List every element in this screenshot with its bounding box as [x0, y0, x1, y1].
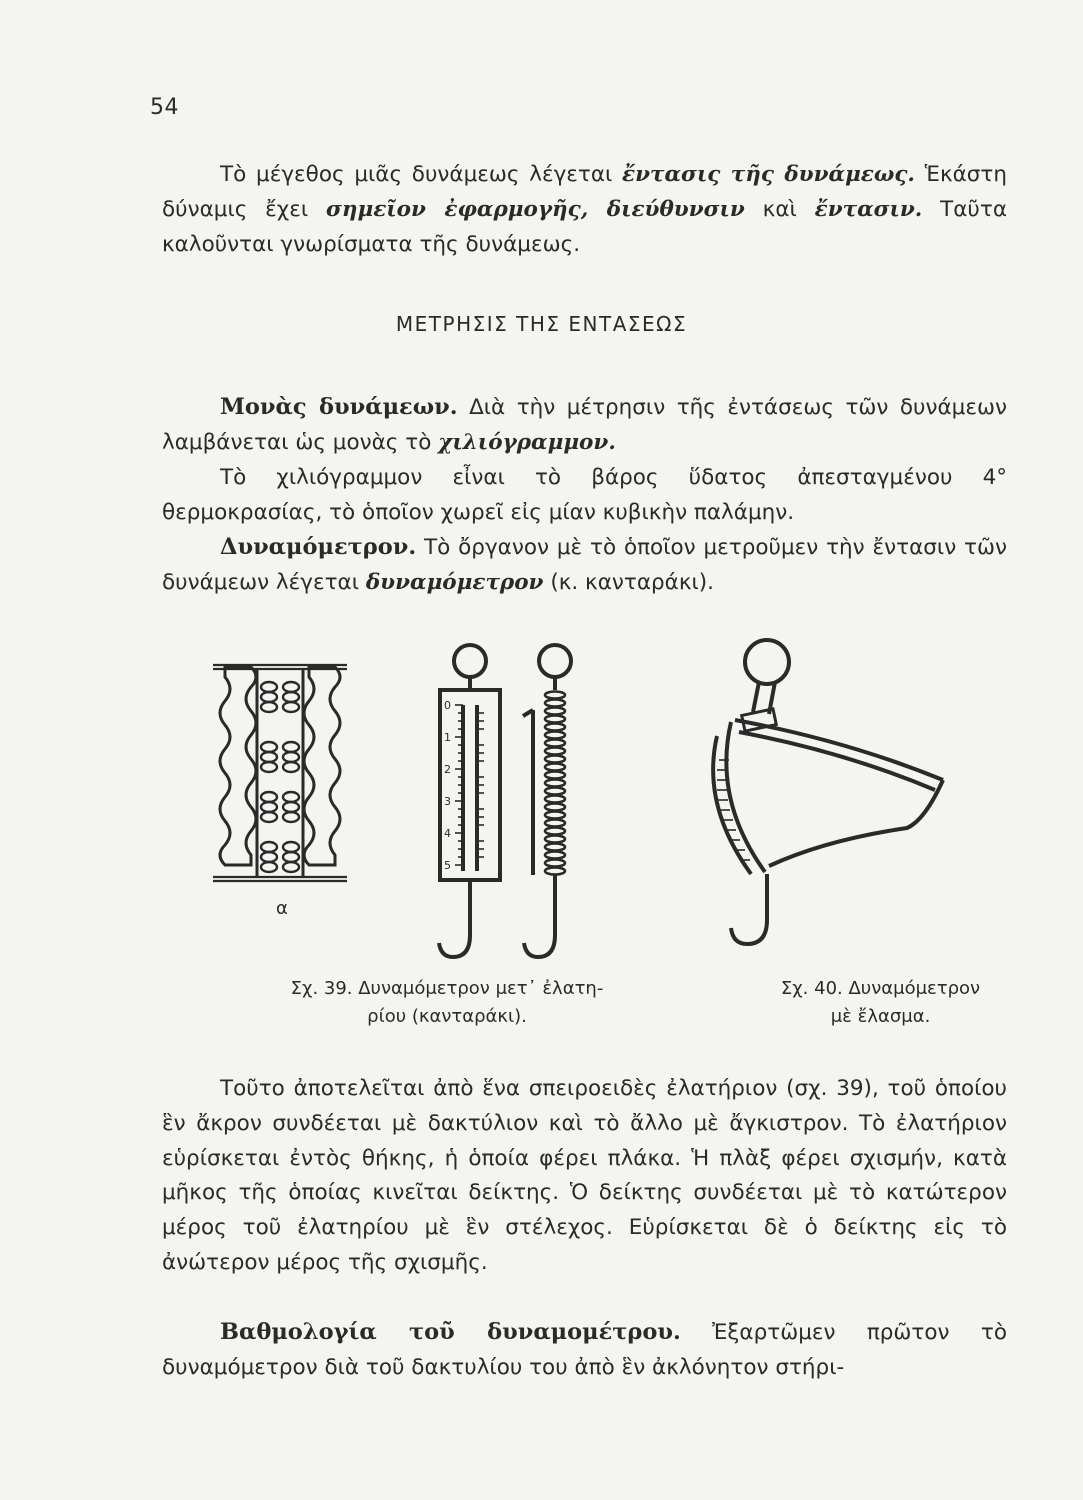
scale-tick-3: 3 [444, 795, 451, 808]
paragraph-kilogram-definition: Τὸ χιλιόγραμμον εἶναι τὸ βάρος ὕδατος ἀπεσταγμένου 4° θερμοκρασίας, τὸ ὁποῖον χωρεῖ εἰς μίαν κυβικὴν παλάμην. [162, 465, 1007, 525]
scale-tick-4: 4 [444, 827, 451, 840]
paragraph-unit-of-force: Μονὰς δυνάμεων. Διὰ τὴν μέτρησιν τῆς ἐντάσεως τῶν δυνάμεων λαμβάνεται ὡς μονὰς τὸ χιλιόγραμμον. [162, 394, 1007, 455]
paragraph-dynamometer: Δυναμόμετρον. Τὸ ὄργανον μὲ τὸ ὁποῖον μετροῦμεν τὴν ἔντασιν τῶν δυνάμεων λέγεται δυναμόμετρον (κ. κανταράκι). [162, 534, 1007, 595]
term-point-direction: σημεῖον ἐφαρμογῆς, διεύθυνσιν [325, 197, 745, 222]
figure-leaf-spring-dynamometer [695, 630, 955, 970]
scale-tick-5: 5 [444, 859, 451, 872]
paragraph-calibration: Βαθμολογία τοῦ δυναμομέτρου. Ἐξαρτῶμεν πρῶτον τὸ δυναμόμετρον διὰ τοῦ δακτυλίου του ἀπὸ ἓν ἀκλόνητον στήρι- [162, 1319, 1007, 1380]
caption-figure-40: Σχ. 40. Δυναμόμετρον μὲ ἔλασμα. [780, 978, 981, 1027]
page-number: 54 [150, 95, 179, 120]
heading-calibration: Βαθμολογία τοῦ δυναμομέτρου. [220, 1319, 681, 1345]
heading-unit: Μονὰς δυνάμεων. [220, 394, 458, 420]
caption-figure-39: Σχ. 39. Δυναμόμετρον μετ᾽ ἐλατη- ρίου (κανταράκι). [290, 978, 604, 1027]
heading-dynamometer: Δυναμόμετρον. [220, 534, 417, 560]
paragraph-force-magnitude: Τὸ μέγεθος μιᾶς δυνάμεως λέγεται ἔντασις τῆς δυνάμεως. Ἑκάστη δύναμις ἔχει σημεῖον ἐφαρμογῆς, διεύθυνσιν καὶ ἔντασιν. Ταῦτα καλοῦνται γνωρίσματα τῆς δυνάμεως. [162, 162, 1007, 257]
scale-tick-0: 0 [444, 699, 451, 712]
figure-label-alpha: α [276, 898, 288, 919]
scale-tick-1: 1 [444, 731, 451, 744]
term-kilogram: χιλιόγραμμον. [438, 430, 616, 455]
term-dynamometer: δυναμόμετρον [365, 570, 544, 595]
scale-tick-2: 2 [444, 763, 451, 776]
section-title: ΜΕΤΡΗΣΙΣ ΤΗΣ ΕΝΤΑΣΕΩΣ [395, 312, 688, 336]
figure-spring-open [515, 635, 600, 965]
term-intensity-2: ἔντασιν. [814, 197, 923, 222]
figure-spring-balance-cased [420, 635, 520, 965]
paragraph-description: Τοῦτο ἀποτελεῖται ἀπὸ ἕνα σπειροειδὲς ἐλατήριον (σχ. 39), τοῦ ὁποίου ἓν ἄκρον συνδέεται μὲ δακτύλιον καὶ τὸ ἄλλο μὲ ἄγκιστρον. Τὸ ἐλατήριον εὑρίσκεται ἐντὸς θήκης, ἡ ὁποία φέρει πλάκα. Ἡ πλὰξ φέρει σχισμήν, κατὰ μῆκος τῆς ὁποίας κινεῖται δείκτης. Ὁ δείκτης συνδέεται μὲ τὸ κατώτερον μέρος τοῦ ἐλατηρίου μὲ ἓν στέλεχος. Εὑρίσκεται δὲ ὁ δείκτης εἰς τὸ ἀνώτερον μέρος τῆς σχισμῆς. [162, 1076, 1007, 1275]
term-intensity: ἔντασις τῆς δυνάμεως. [622, 162, 915, 187]
figure-spring-section [205, 655, 355, 890]
